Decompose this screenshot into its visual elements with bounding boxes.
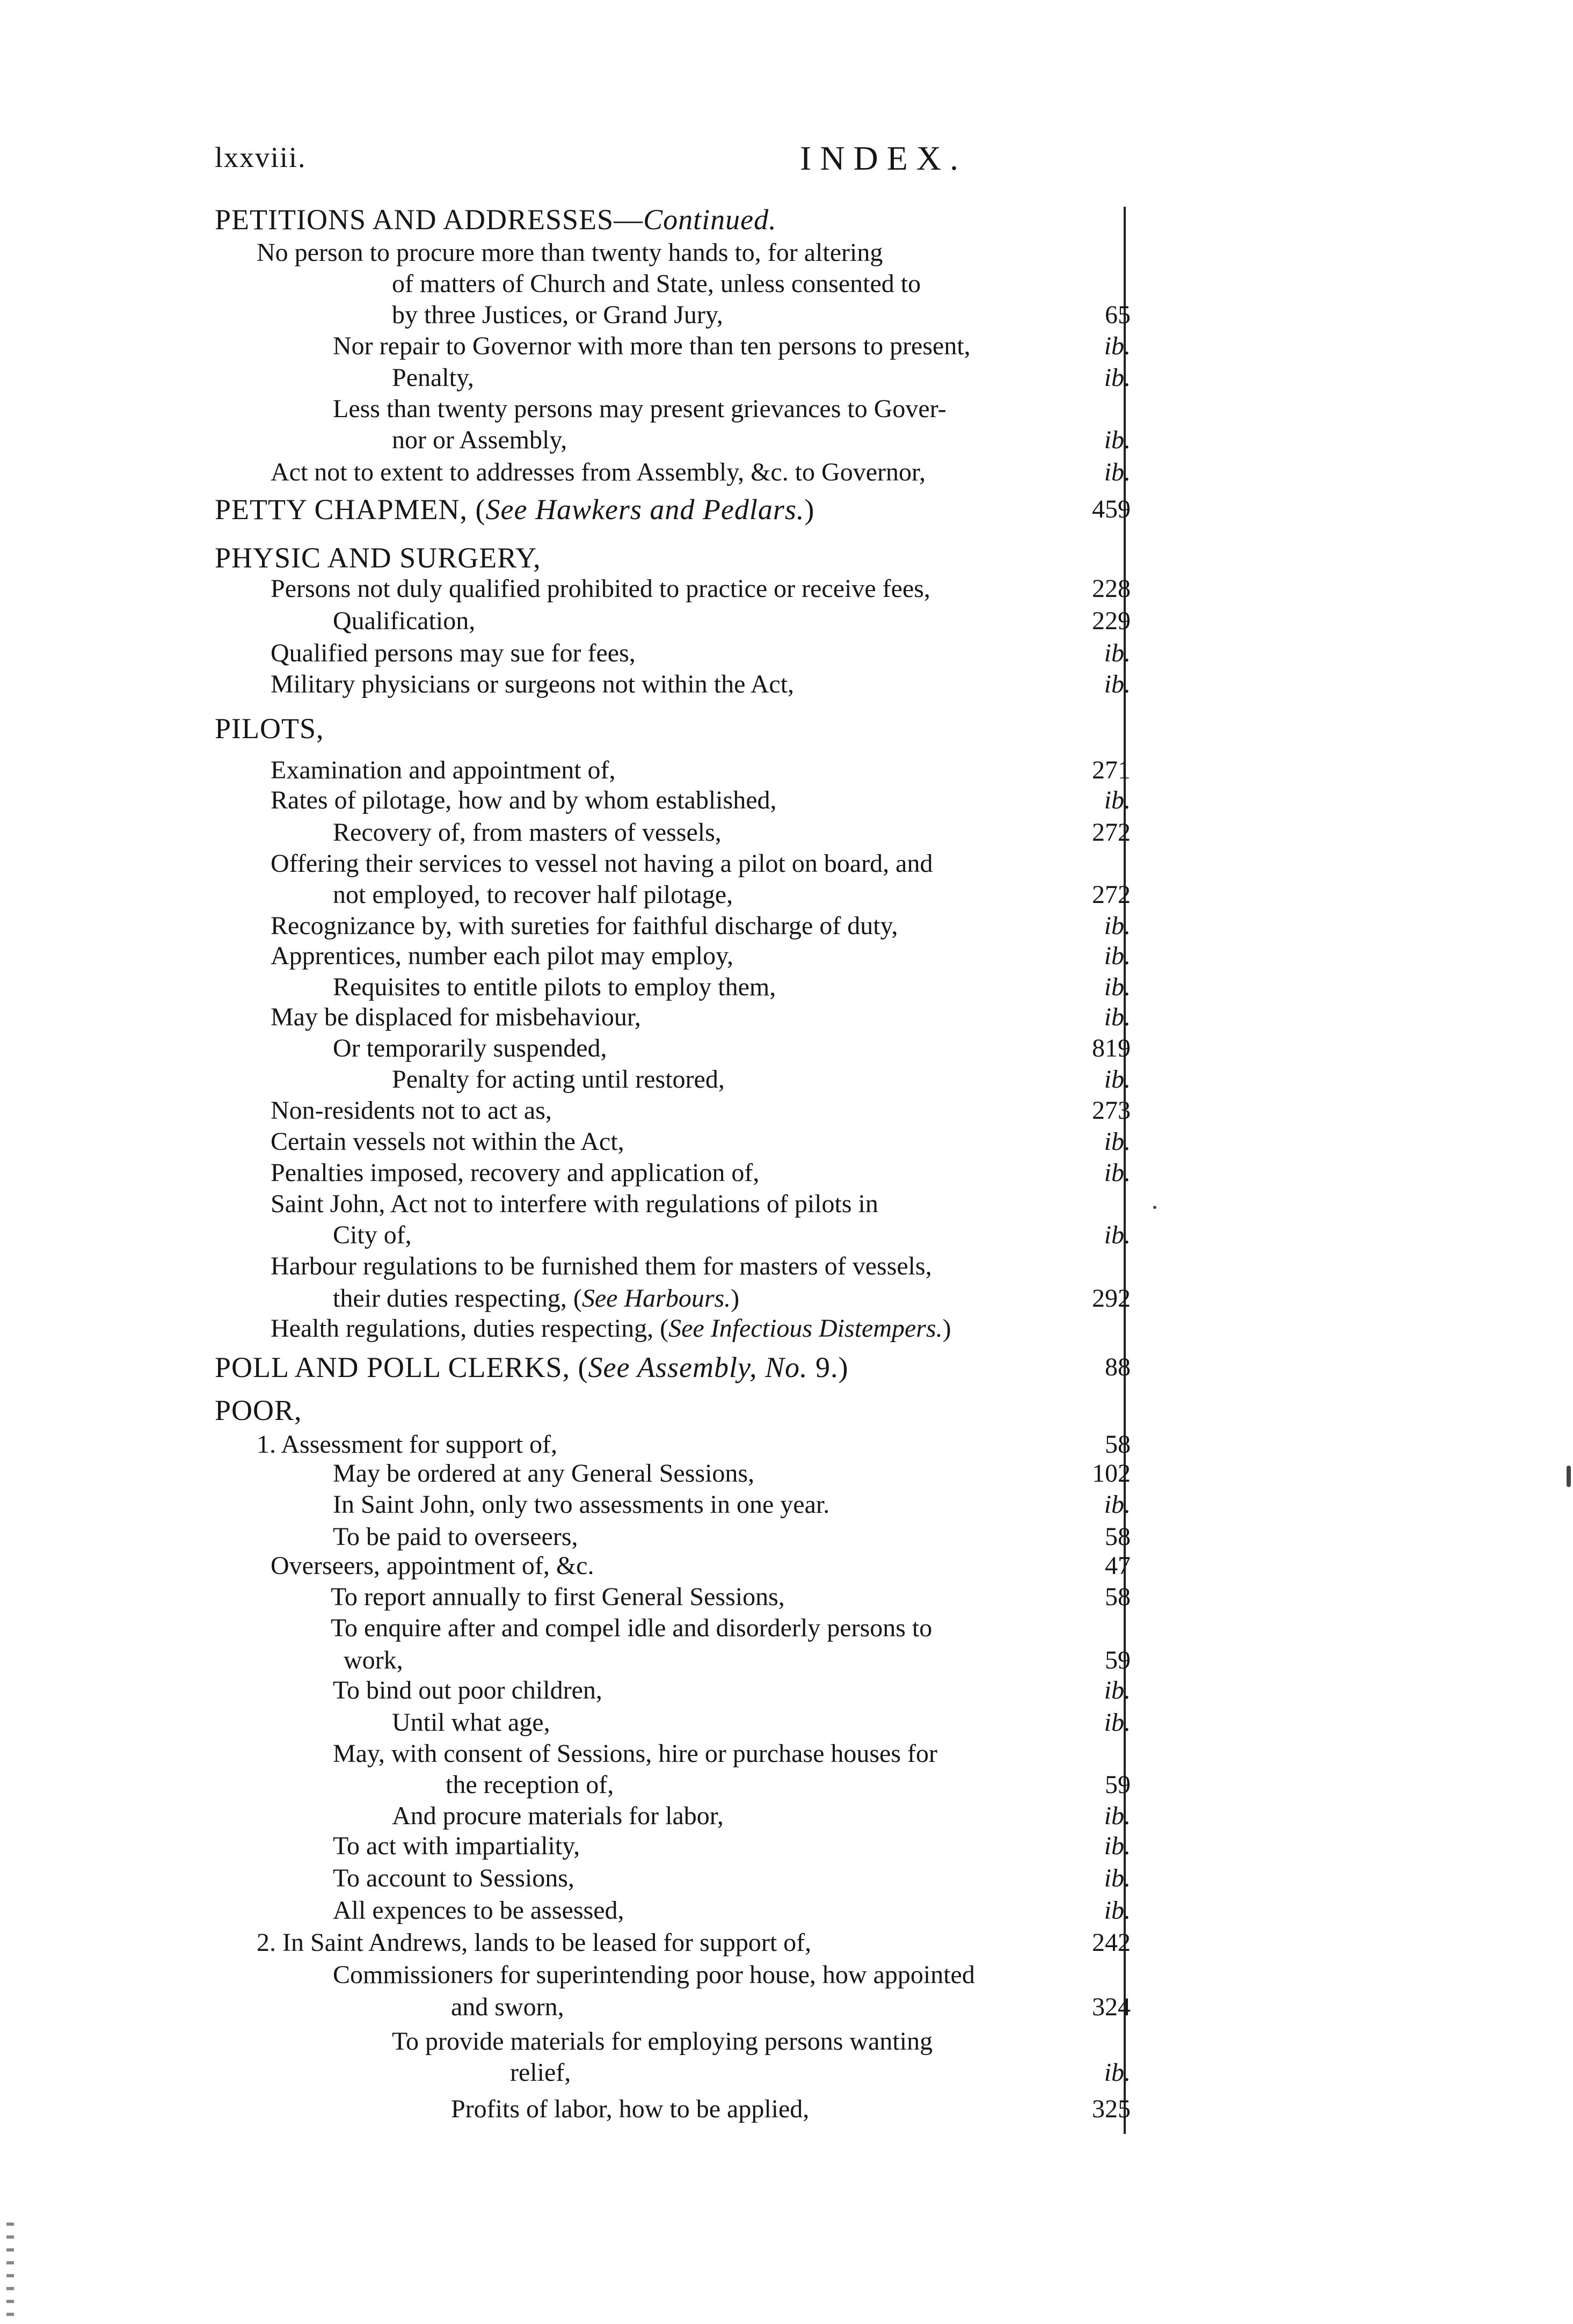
index-entry — [333, 1675, 602, 1706]
index-heading — [215, 494, 814, 525]
entry-cross-reference: See Hawkers and Pedlars. — [485, 493, 805, 526]
page-reference: 272 — [1092, 880, 1131, 909]
index-entry — [333, 817, 722, 848]
entry-text: To report annually to first General Sessions, — [331, 1583, 785, 1611]
entry-text: Harbour regulations to be furnished them for masters of vessels, — [271, 1252, 932, 1280]
page-reference: 292 — [1092, 1284, 1131, 1313]
entry-text: nor or Assembly, — [392, 426, 567, 454]
page-reference: 459 — [1092, 495, 1131, 523]
index-entry — [271, 1313, 951, 1344]
index-entry — [271, 1002, 641, 1033]
page-reference: 102 — [1092, 1459, 1131, 1488]
page-reference: ib. — [1104, 1490, 1131, 1519]
entry-text: 1. Assessment for support of, — [257, 1430, 557, 1459]
page-reference: ib. — [1104, 363, 1131, 392]
index-heading — [215, 1352, 848, 1383]
entry-text: To be paid to overseers, — [333, 1522, 578, 1551]
page-reference: ib. — [1104, 912, 1131, 940]
index-entry — [392, 1801, 724, 1832]
page-reference: 242 — [1092, 1928, 1131, 1957]
index-entry — [271, 755, 616, 786]
page-reference: 228 — [1092, 574, 1131, 603]
page-reference: 88 — [1105, 1353, 1131, 1381]
page-reference: 325 — [1092, 2095, 1131, 2123]
page-reference: ib. — [1104, 332, 1131, 360]
index-heading — [215, 204, 777, 235]
page-reference: 59 — [1105, 1771, 1131, 1799]
page-reference: 65 — [1105, 301, 1131, 329]
entry-text: PETTY CHAPMEN, ( — [215, 493, 486, 526]
index-entry — [451, 1992, 564, 2023]
page-reference: ib. — [1104, 670, 1131, 698]
index-heading — [215, 1395, 302, 1426]
entry-text: All expences to be assessed, — [333, 1896, 624, 1925]
entry-text: Non-residents not to act as, — [271, 1096, 552, 1125]
index-entry — [446, 1769, 614, 1801]
index-entry — [271, 1550, 594, 1582]
index-entry — [257, 1429, 557, 1460]
entry-cross-reference: See Infectious Distempers. — [668, 1314, 943, 1343]
index-entry — [333, 1831, 580, 1862]
entry-text: Apprentices, number each pilot may employ, — [271, 942, 733, 970]
entry-text: No person to procure more than twenty hands to, for altering — [257, 238, 883, 267]
entry-text: Rates of pilotage, how and by whom established, — [271, 786, 777, 814]
entry-cross-reference: See Harbours. — [581, 1284, 731, 1313]
page-reference: ib. — [1104, 458, 1131, 486]
entry-text: Penalty for acting until restored, — [392, 1065, 725, 1094]
entry-text: PHYSIC AND SURGERY, — [215, 542, 541, 574]
index-entry — [333, 606, 475, 637]
index-entry — [333, 879, 733, 910]
entry-text: POOR, — [215, 1394, 302, 1426]
index-entry — [271, 638, 636, 669]
page-reference: ib. — [1104, 1864, 1131, 1892]
entry-text: PETITIONS AND ADDRESSES— — [215, 203, 644, 236]
index-entry — [392, 425, 567, 456]
entry-text-tail: ) — [942, 1314, 951, 1343]
entry-text: Requisites to entitle pilots to employ them, — [333, 973, 776, 1001]
entry-text: Act not to extent to addresses from Assembly, &c. to Governor, — [271, 458, 926, 486]
index-entry — [271, 1095, 552, 1126]
index-entry — [344, 1645, 403, 1676]
entry-text: To act with impartiality, — [333, 1832, 580, 1860]
index-entry — [271, 1126, 624, 1157]
entry-text: not employed, to recover half pilotage, — [333, 880, 733, 909]
entry-text: Recovery of, from masters of vessels, — [333, 818, 722, 847]
entry-text-tail: 9.) — [807, 1351, 849, 1383]
page-reference: 58 — [1105, 1430, 1131, 1459]
page-reference: 229 — [1092, 607, 1131, 635]
index-entry — [392, 1064, 725, 1095]
entry-text: In Saint John, only two assessments in one year. — [333, 1490, 830, 1519]
entry-text: Offering their services to vessel not having a pilot on board, and — [271, 849, 933, 878]
entry-text: by three Justices, or Grand Jury, — [392, 301, 723, 329]
index-entry — [333, 1959, 975, 1991]
page-reference: ib. — [1104, 639, 1131, 667]
index-entry — [271, 1251, 932, 1282]
entry-text: Persons not duly qualified prohibited to practice or receive fees, — [271, 574, 930, 603]
index-entry — [271, 941, 733, 972]
page-reference: ib. — [1104, 973, 1131, 1001]
entry-text-tail: ) — [731, 1284, 740, 1313]
page-reference: 47 — [1105, 1551, 1131, 1580]
index-entry — [271, 910, 898, 942]
index-entry — [333, 1220, 412, 1251]
page-reference: ib. — [1104, 1832, 1131, 1860]
page-reference: ib. — [1104, 1127, 1131, 1156]
entry-text: of matters of Church and State, unless consented to — [392, 269, 921, 298]
scan-edge-marks — [6, 2223, 14, 2319]
entry-text: To account to Sessions, — [333, 1864, 574, 1892]
entry-text: and sworn, — [451, 1993, 564, 2021]
index-heading — [215, 542, 541, 573]
index-entry — [331, 1613, 932, 1644]
index-entry — [333, 1863, 574, 1894]
entry-cross-reference: Continued. — [643, 203, 777, 236]
entry-text: To provide materials for employing persons wanting — [392, 2027, 933, 2056]
index-entry — [392, 1707, 550, 1738]
entry-text: Health regulations, duties respecting, ( — [271, 1314, 669, 1343]
index-entry — [257, 237, 883, 268]
index-entry — [333, 394, 946, 425]
index-entry — [333, 1521, 578, 1553]
entry-text: Qualification, — [333, 607, 476, 635]
index-entry — [333, 1738, 937, 1769]
page-reference: ib. — [1104, 1065, 1131, 1094]
index-entry — [271, 669, 794, 700]
entry-text: Military physicians or surgeons not within the Act, — [271, 670, 795, 698]
page-reference: ib. — [1104, 2058, 1131, 2087]
index-entry — [271, 1157, 759, 1189]
page-reference: 58 — [1105, 1522, 1131, 1551]
entry-text: May be displaced for misbehaviour, — [271, 1003, 641, 1031]
index-entry — [392, 2026, 933, 2057]
entry-text-tail: ) — [804, 493, 815, 526]
entry-text: POLL AND POLL CLERKS, ( — [215, 1351, 588, 1383]
page-reference: 273 — [1092, 1096, 1131, 1125]
index-entry — [271, 848, 933, 879]
entry-text: Less than twenty persons may present grievances to Gover- — [333, 395, 946, 423]
index-entry — [271, 785, 777, 816]
page-reference: 819 — [1092, 1034, 1131, 1062]
entry-text: Or temporarily suspended, — [333, 1034, 607, 1062]
entry-text: City of, — [333, 1221, 412, 1249]
index-entry — [333, 1033, 607, 1064]
index-entry — [333, 1283, 739, 1314]
index-entry — [510, 2057, 571, 2088]
page-reference: ib. — [1104, 426, 1131, 454]
page-reference: 272 — [1092, 818, 1131, 847]
entry-text: the reception of, — [446, 1771, 614, 1799]
page-reference: ib. — [1104, 1003, 1131, 1031]
entry-text: Until what age, — [392, 1708, 550, 1737]
print-speck — [1153, 1206, 1156, 1209]
entry-text: their duties respecting, ( — [333, 1284, 582, 1313]
entry-text: Examination and appointment of, — [271, 756, 616, 784]
page-reference: ib. — [1104, 942, 1131, 970]
page-number: lxxviii. — [215, 141, 307, 173]
index-heading — [215, 713, 324, 744]
page-reference: 324 — [1092, 1993, 1131, 2021]
entry-text: Commissioners for superintending poor house, how appointed — [333, 1961, 975, 1989]
entry-text: Penalty, — [392, 363, 474, 392]
page-reference: 58 — [1105, 1583, 1131, 1611]
page-reference: ib. — [1104, 1896, 1131, 1925]
print-speck — [1567, 1466, 1571, 1487]
page-reference: ib. — [1104, 1159, 1131, 1187]
entry-text: May be ordered at any General Sessions, — [333, 1459, 755, 1488]
index-entry — [257, 1927, 811, 1958]
entry-text: Saint John, Act not to interfere with regulations of pilots in — [271, 1190, 878, 1218]
entry-text: To enquire after and compel idle and disorderly persons to — [331, 1614, 933, 1642]
index-entry — [271, 457, 926, 488]
entry-text: Certain vessels not within the Act, — [271, 1127, 624, 1156]
page-reference: ib. — [1104, 1676, 1131, 1704]
index-entry — [333, 1895, 624, 1926]
entry-text: Profits of labor, how to be applied, — [451, 2095, 810, 2123]
running-title: INDEX. — [800, 139, 967, 177]
index-entry — [271, 1189, 878, 1220]
entry-text: Overseers, appointment of, &c. — [271, 1551, 594, 1580]
index-entry — [271, 573, 930, 604]
entry-text: Recognizance by, with sureties for faithful discharge of duty, — [271, 912, 898, 940]
entry-text: work, — [344, 1646, 403, 1674]
page-reference: ib. — [1104, 1802, 1131, 1830]
entry-text: relief, — [510, 2058, 571, 2087]
entry-text: Qualified persons may sue for fees, — [271, 639, 636, 667]
page-reference: ib. — [1104, 1221, 1131, 1249]
page-reference: ib. — [1104, 786, 1131, 814]
entry-cross-reference: See Assembly, No. — [588, 1351, 808, 1383]
entry-text: And procure materials for labor, — [392, 1802, 724, 1830]
entry-text: 2. In Saint Andrews, lands to be leased for support of, — [257, 1928, 812, 1957]
page-reference: 271 — [1092, 756, 1131, 784]
entry-text: May, with consent of Sessions, hire or purchase houses for — [333, 1739, 938, 1768]
index-entry — [333, 972, 776, 1003]
index-entry — [333, 1458, 754, 1489]
index-entry — [392, 362, 474, 394]
entry-text: Penalties imposed, recovery and application of, — [271, 1159, 760, 1187]
page-reference: 59 — [1105, 1646, 1131, 1674]
entry-text: Nor repair to Governor with more than ten persons to present, — [333, 332, 971, 360]
index-entry — [333, 1489, 829, 1520]
index-entry — [331, 1582, 785, 1613]
page-reference: ib. — [1104, 1708, 1131, 1737]
entry-text: To bind out poor children, — [333, 1676, 602, 1704]
entry-text: PILOTS, — [215, 712, 324, 745]
index-entry — [392, 300, 723, 331]
index-entry — [392, 268, 921, 300]
index-entry — [333, 331, 971, 362]
index-entry — [451, 2094, 809, 2125]
